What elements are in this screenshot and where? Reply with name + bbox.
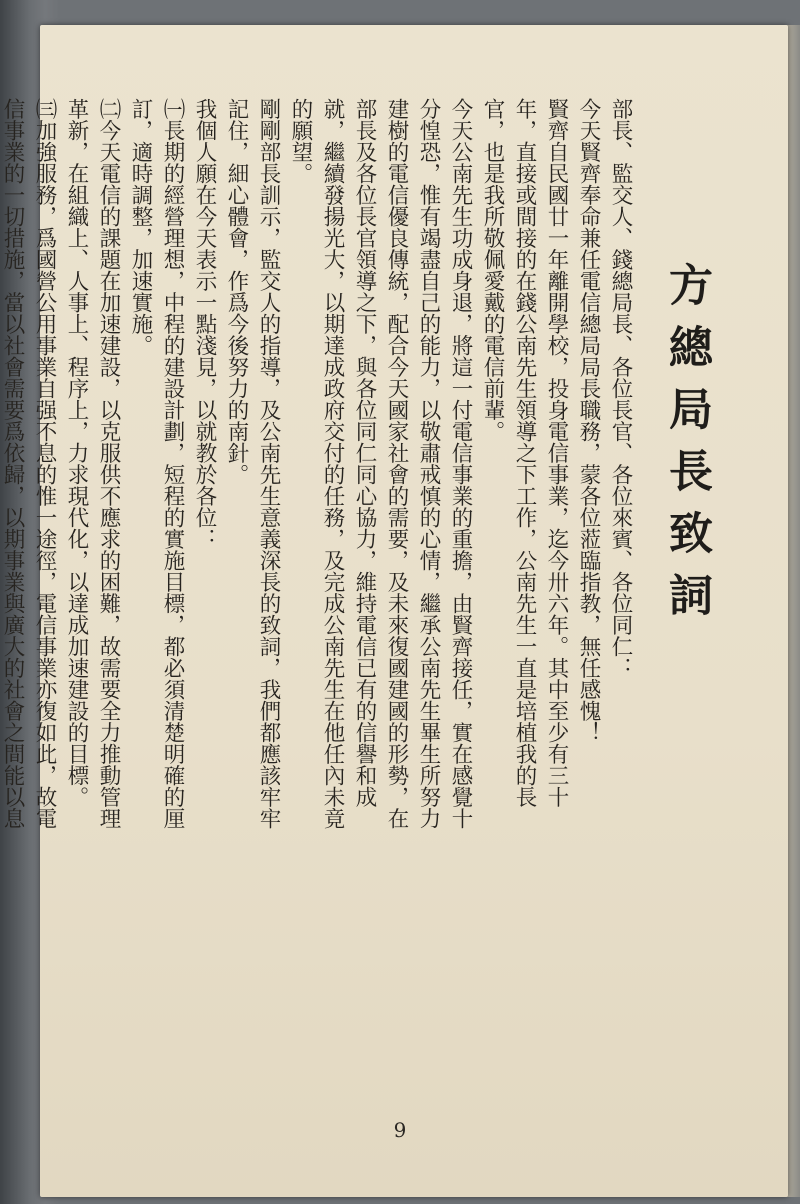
page-title: 方總局長致詞	[661, 262, 712, 634]
page-number: 9	[393, 1118, 407, 1142]
paragraph: 我個人願在今天表示一點淺見，以就教於各位：	[192, 98, 217, 550]
paragraph: 剛剛部長訓示，監交人的指導，及公南先生意義深長的致詞，我們都應該牢牢記住，細心體會，作爲今後努力的南針。	[224, 98, 281, 829]
paragraph: 部長、監交人、錢總局長、各位長官、各位來賓、各位同仁：	[608, 98, 633, 679]
body-text	[0, 98, 636, 846]
list-item: ㈠長期的經營理想，中程的建設計劃，短程的實施目標，都必須清楚明確的厘訂，適時調整，加速實施。	[128, 98, 185, 829]
paragraph: 今天公南先生功成身退，將這一付電信事業的重擔，由賢齊接任，實在感覺十分惶恐，惟有竭盡自己的能力，以敬肅戒慎的心情，繼承公南先生畢生所努力建樹的電信優良傳統，配合今天國家社會的需要，及未來復國建國的形勢，在部長及各位長官領導之下，與各位同仁同心協力，維持電信已有的信譽和成就，繼續發揚光大，以期達成政府交付的任務，及完成公南先生在他任內未竟的願望。	[288, 98, 473, 829]
paragraph: 今天賢齊奉命兼任電信總局局長職務，蒙各位蒞臨指教，無任感愧！	[576, 98, 601, 743]
list-item: ㈢加強服務，爲國營公用事業自强不息的惟一途徑，電信事業亦復如此，故電信事業的一切措施，當以社會需要爲依歸，以期事業與廣大的社會之間能以息	[0, 98, 57, 829]
paragraph: 賢齊自民國廿一年離開學校，投身電信事業，迄今卅六年。其中至少有三十年，直接或間接的在錢公南先生領導之下工作，公南先生一直是培植我的長官，也是我所敬佩愛戴的電信前輩。	[480, 98, 569, 808]
list-item: ㈡今天電信的課題在加速建設，以克服供不應求的困難，故需要全力推動管理革新，在組織上、人事上、程序上，力求現代化，以達成加速建設的目標。	[64, 98, 121, 829]
